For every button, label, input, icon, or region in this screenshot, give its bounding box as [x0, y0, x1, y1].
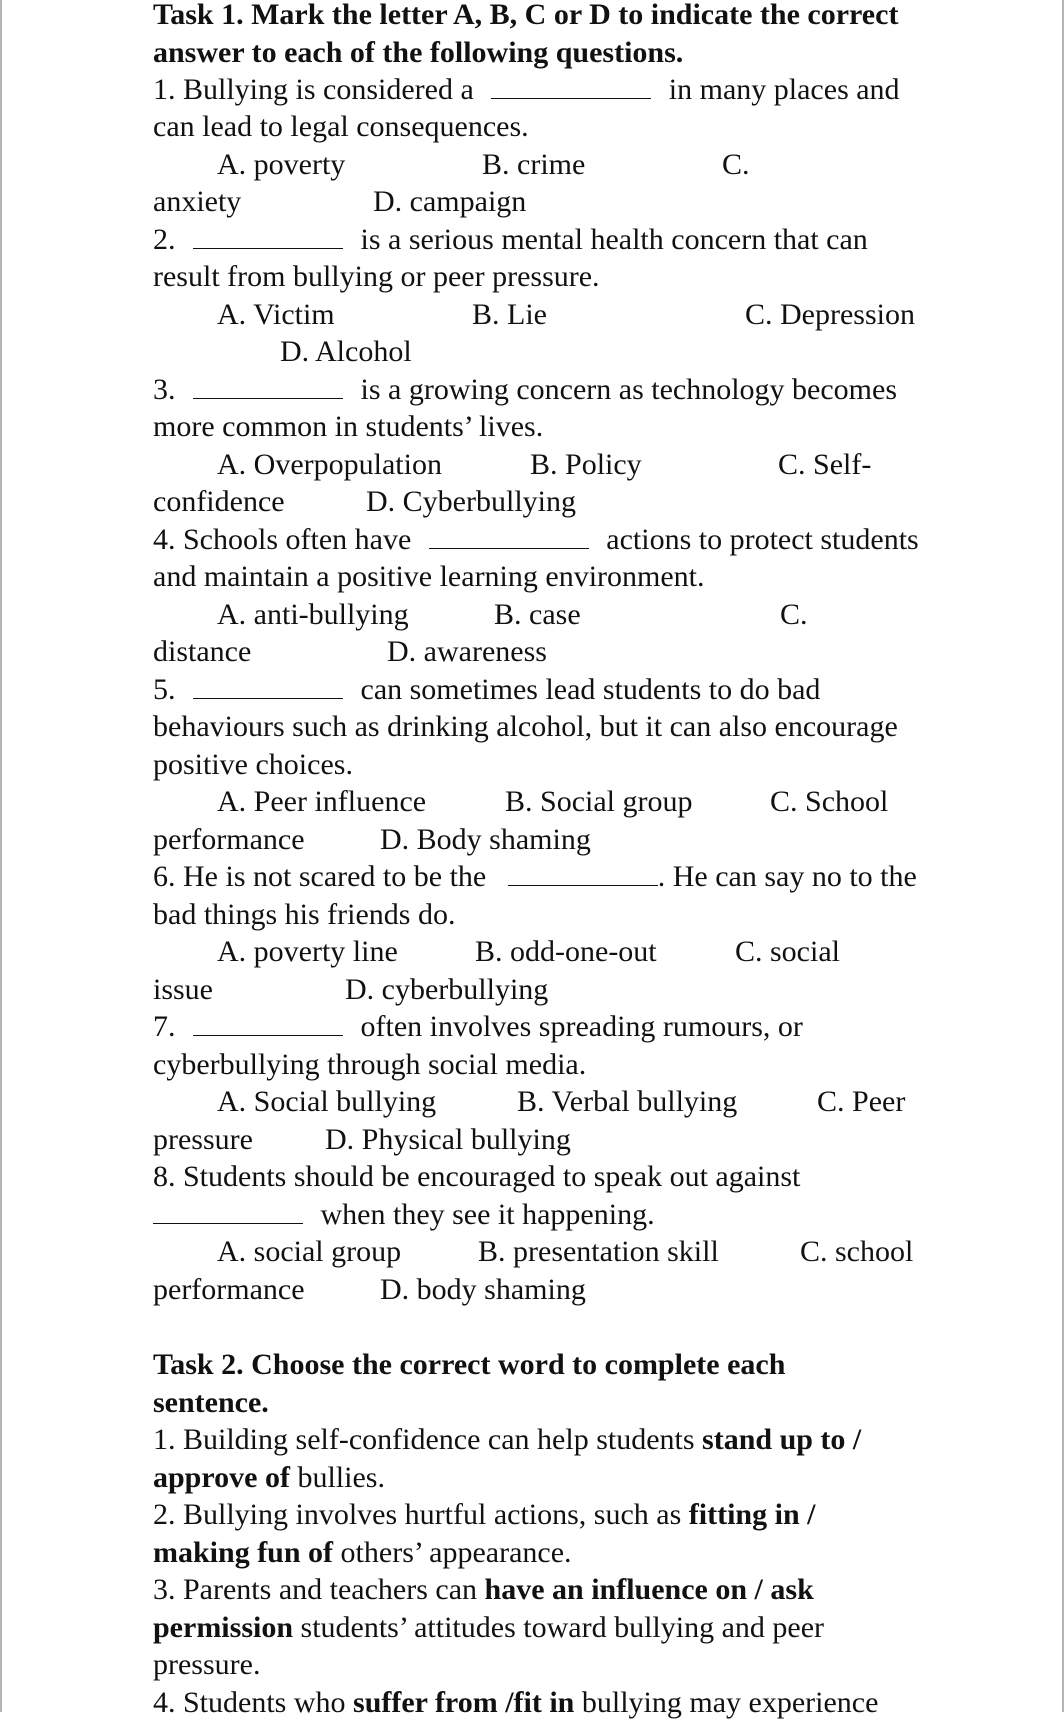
answer-blank: [429, 524, 589, 549]
question-3: [153, 373, 897, 407]
sentence-4: [153, 1686, 878, 1720]
sentence-1-text: 1. Building self-confidence can help students: [153, 1423, 703, 1456]
sentence-2-text: 2. Bullying involves hurtful actions, such as: [153, 1498, 689, 1531]
question-8-text-end: when they see it happening.: [320, 1198, 655, 1231]
question-1-text-end: in many places and: [668, 73, 900, 106]
option-c-wrap: issue: [153, 973, 213, 1006]
question-1-text-start: 1. Bullying is considered a: [153, 73, 474, 106]
option-d: D. Alcohol: [280, 335, 412, 368]
question-8-line2: [153, 1198, 655, 1232]
word-choice: suffer from /fit in: [353, 1686, 575, 1719]
sentence-1-text-end: bullies.: [289, 1461, 385, 1494]
question-2-line2: result from bullying or peer pressure.: [153, 260, 600, 293]
option-a: A. anti-bullying: [217, 598, 409, 631]
option-d: D. Physical bullying: [325, 1123, 571, 1156]
word-choice: stand up to /: [702, 1423, 862, 1456]
option-c-wrap: distance: [153, 635, 252, 668]
sentence-2-text-end: others’ appearance.: [333, 1536, 572, 1569]
question-7-line2: cyberbullying through social media.: [153, 1048, 587, 1081]
question-7-text-end: often involves spreading rumours, or: [360, 1010, 803, 1043]
answer-blank: [153, 1199, 303, 1224]
option-c-wrap: pressure: [153, 1123, 253, 1156]
option-a: A. poverty line: [217, 935, 398, 968]
option-a: A. social group: [217, 1235, 402, 1268]
question-8: 8. Students should be encouraged to speak out against: [153, 1160, 801, 1193]
question-6-text-start: 6. He is not scared to be the: [153, 860, 487, 893]
word-choice: approve of: [153, 1461, 290, 1494]
question-6-text-end: . He can say no to the: [657, 860, 917, 893]
question-4-text-end: actions to protect students: [606, 523, 919, 556]
option-c-wrap: performance: [153, 1273, 305, 1306]
question-2-text-end: is a serious mental health concern that can: [360, 223, 868, 256]
sentence-3: [153, 1573, 814, 1607]
word-choice: have an influence on / ask: [484, 1573, 814, 1606]
question-3-line2: more common in students’ lives.: [153, 410, 544, 443]
question-6-line2: bad things his friends do.: [153, 898, 456, 931]
question-5-line2: behaviours such as drinking alcohol, but it can also encourage: [153, 710, 898, 743]
option-c: C. school: [800, 1235, 914, 1268]
sentence-3-line3: pressure.: [153, 1648, 261, 1681]
sentence-2: [153, 1498, 815, 1532]
option-c: C.: [722, 148, 750, 181]
task1-title-line1: Task 1. Mark the letter A, B, C or D to indicate the correct: [153, 0, 899, 31]
question-5: [153, 673, 820, 707]
answer-blank: [491, 74, 651, 99]
option-d: D. body shaming: [380, 1273, 586, 1306]
sentence-3-text-end: students’ attitudes toward bullying and peer: [293, 1611, 825, 1644]
option-a: A. poverty: [217, 148, 346, 181]
question-7: [153, 1010, 803, 1044]
option-c-wrap: anxiety: [153, 185, 242, 218]
option-c-wrap: performance: [153, 823, 305, 856]
word-choice: making fun of: [153, 1536, 334, 1569]
option-c: C. School: [770, 785, 889, 818]
task2-title-line1: Task 2. Choose the correct word to complete each: [153, 1348, 786, 1381]
option-d: D. campaign: [373, 185, 527, 218]
option-b: B. case: [494, 598, 581, 631]
question-4-text-start: 4. Schools often have: [153, 523, 412, 556]
sentence-1-line2: [153, 1461, 385, 1495]
question-5-text-end: can sometimes lead students to do bad: [360, 673, 821, 706]
question-6: [153, 860, 917, 894]
option-b: B. odd-one-out: [475, 935, 657, 968]
sentence-3-text: 3. Parents and teachers can: [153, 1573, 485, 1606]
option-c: C. Depression: [745, 298, 915, 331]
question-2-number: 2.: [153, 223, 176, 256]
sentence-2-line2: [153, 1536, 572, 1570]
sentence-3-line2: [153, 1611, 824, 1645]
option-c: C. social: [735, 935, 840, 968]
word-choice: permission: [153, 1611, 294, 1644]
question-5-line3: positive choices.: [153, 748, 353, 781]
answer-blank: [193, 1011, 343, 1036]
option-a: A. Peer influence: [217, 785, 427, 818]
question-4-line2: and maintain a positive learning environment.: [153, 560, 705, 593]
question-4: [153, 523, 919, 557]
question-5-number: 5.: [153, 673, 176, 706]
option-a: A. Victim: [217, 298, 335, 331]
answer-blank: [193, 224, 343, 249]
sentence-1: [153, 1423, 861, 1457]
question-1-line2: can lead to legal consequences.: [153, 110, 529, 143]
option-b: B. presentation skill: [478, 1235, 719, 1268]
option-b: B. Lie: [472, 298, 547, 331]
option-c-wrap: confidence: [153, 485, 285, 518]
option-a: A. Overpopulation: [217, 448, 442, 481]
option-d: D. awareness: [387, 635, 547, 668]
option-b: B. crime: [482, 148, 586, 181]
option-c: C. Self-: [778, 448, 872, 481]
option-c: C.: [780, 598, 808, 631]
option-d: D. Cyberbullying: [366, 485, 576, 518]
answer-blank: [193, 674, 343, 699]
answer-blank: [508, 861, 658, 886]
task2-title-line2: sentence.: [153, 1386, 269, 1419]
task1-title-line2: answer to each of the following questions.: [153, 36, 684, 69]
option-b: B. Policy: [530, 448, 642, 481]
question-3-number: 3.: [153, 373, 176, 406]
question-2: [153, 223, 868, 257]
sentence-4-text: 4. Students who: [153, 1686, 354, 1719]
question-1: [153, 73, 900, 107]
question-3-text-end: is a growing concern as technology becomes: [360, 373, 897, 406]
word-choice: fitting in /: [688, 1498, 816, 1531]
sentence-4-text-end: bullying may experience: [574, 1686, 879, 1719]
option-b: B. Social group: [505, 785, 693, 818]
option-d: D. Body shaming: [380, 823, 591, 856]
answer-blank: [193, 374, 343, 399]
question-7-number: 7.: [153, 1010, 176, 1043]
option-b: B. Verbal bullying: [517, 1085, 738, 1118]
option-a: A. Social bullying: [217, 1085, 437, 1118]
option-c: C. Peer: [817, 1085, 906, 1118]
option-d: D. cyberbullying: [345, 973, 549, 1006]
